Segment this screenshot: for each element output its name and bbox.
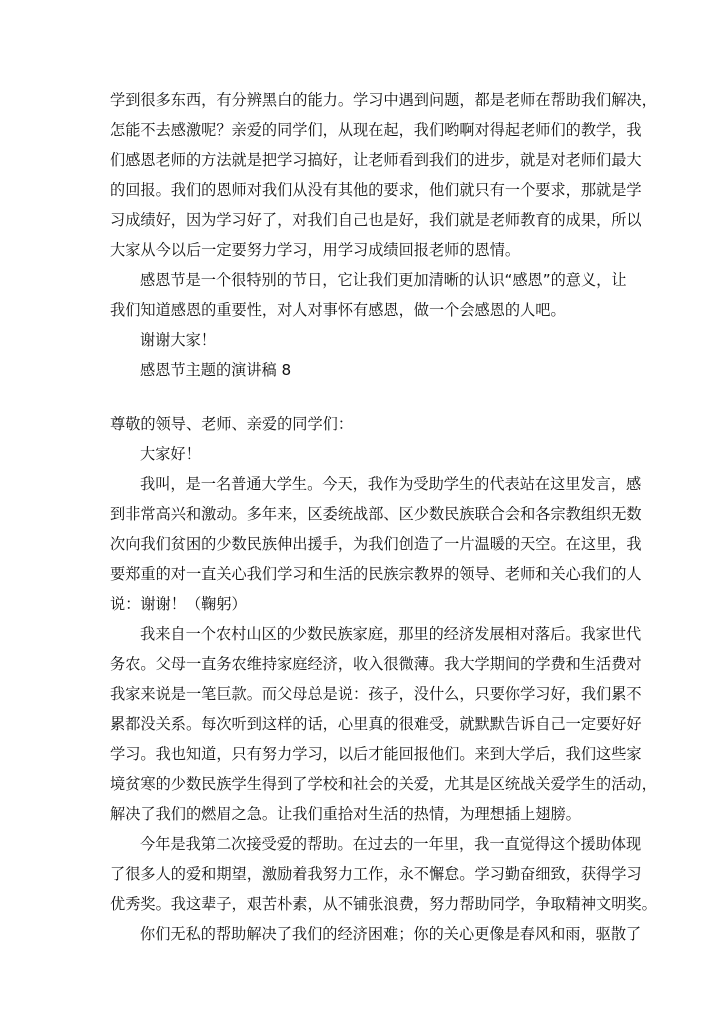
paragraph-line: 解决了我们的燃眉之急。让我们重拾对生活的热情，为理想插上翅膀。 <box>110 805 581 823</box>
paragraph-line: 感恩节是一个很特别的节日，它让我们更加清晰的认识“感恩”的意义，让 <box>140 271 627 289</box>
paragraph-line: 优秀奖。我这辈子，艰苦朴素，从不铺张浪费，努力帮助同学，争取精神文明奖。 <box>110 895 657 913</box>
paragraph-line: 到非常高兴和激动。多年来，区委统战部、区少数民族联合会和各宗教组织无数 <box>110 505 642 523</box>
paragraph-line: 大家从今以后一定要努力学习，用学习成绩回报老师的恩情。 <box>110 241 521 259</box>
paragraph-line: 今年是我第二次接受爱的帮助。在过去的一年里，我一直觉得这个援助体现 <box>140 835 642 853</box>
paragraph-line: 要郑重的对一直关心我们学习和生活的民族宗教界的领导、老师和关心我们的人 <box>110 565 642 583</box>
paragraph-line: 我们知道感恩的重要性，对人对事怀有感恩，做一个会感恩的人吧。 <box>110 301 566 319</box>
paragraph-line: 你们无私的帮助解决了我们的经济困难；你的关心更像是春风和雨，驱散了 <box>140 925 642 943</box>
paragraph-line: 学习。我也知道，只有努力学习，以后才能回报他们。来到大学后，我们这些家 <box>110 745 642 763</box>
paragraph-line: 怎能不去感激呢？亲爱的同学们，从现在起，我们哟啊对得起老师们的教学，我 <box>110 121 642 139</box>
paragraph-line: 的回报。我们的恩师对我们从没有其他的要求，他们就只有一个要求，那就是学 <box>110 181 642 199</box>
paragraph-line: 习成绩好，因为学习好了，对我们自己也是好，我们就是老师教育的成果，所以 <box>110 211 642 229</box>
paragraph-line: 说：谢谢！（鞠躬） <box>110 595 247 613</box>
section-title: 感恩节主题的演讲稿 8 <box>140 361 292 379</box>
paragraph-line: 我来自一个农村山区的少数民族家庭，那里的经济发展相对落后。我家世代 <box>140 625 642 643</box>
paragraph-line: 我叫，是一名普通大学生。今天，我作为受助学生的代表站在这里发言，感 <box>140 475 642 493</box>
paragraph-line: 了很多人的爱和期望，激励着我努力工作，永不懈怠。学习勤奋细致，获得学习 <box>110 865 642 883</box>
paragraph-line: 们感恩老师的方法就是把学习搞好，让老师看到我们的进步，就是对老师们最大 <box>110 151 642 169</box>
paragraph-line: 务农。父母一直务农维持家庭经济，收入很微薄。我大学期间的学费和生活费对 <box>110 655 642 673</box>
paragraph-line: 学到很多东西，有分辨黑白的能力。学习中遇到问题，都是老师在帮助我们解决， <box>110 91 657 109</box>
paragraph-line: 境贫寒的少数民族学生得到了学校和社会的关爱，尤其是区统战关爱学生的活动， <box>110 775 657 793</box>
salutation: 尊敬的领导、老师、亲爱的同学们： <box>110 415 353 433</box>
closing-thanks: 谢谢大家！ <box>140 331 216 349</box>
paragraph-line: 次向我们贫困的少数民族伸出援手，为我们创造了一片温暖的天空。在这里，我 <box>110 535 642 553</box>
paragraph-line: 我家来说是一笔巨款。而父母总是说：孩子，没什么，只要你学习好，我们累不 <box>110 685 642 703</box>
greeting: 大家好！ <box>140 445 201 463</box>
paragraph-line: 累都没关系。每次听到这样的话，心里真的很难受，就默默告诉自己一定要好好 <box>110 715 642 733</box>
